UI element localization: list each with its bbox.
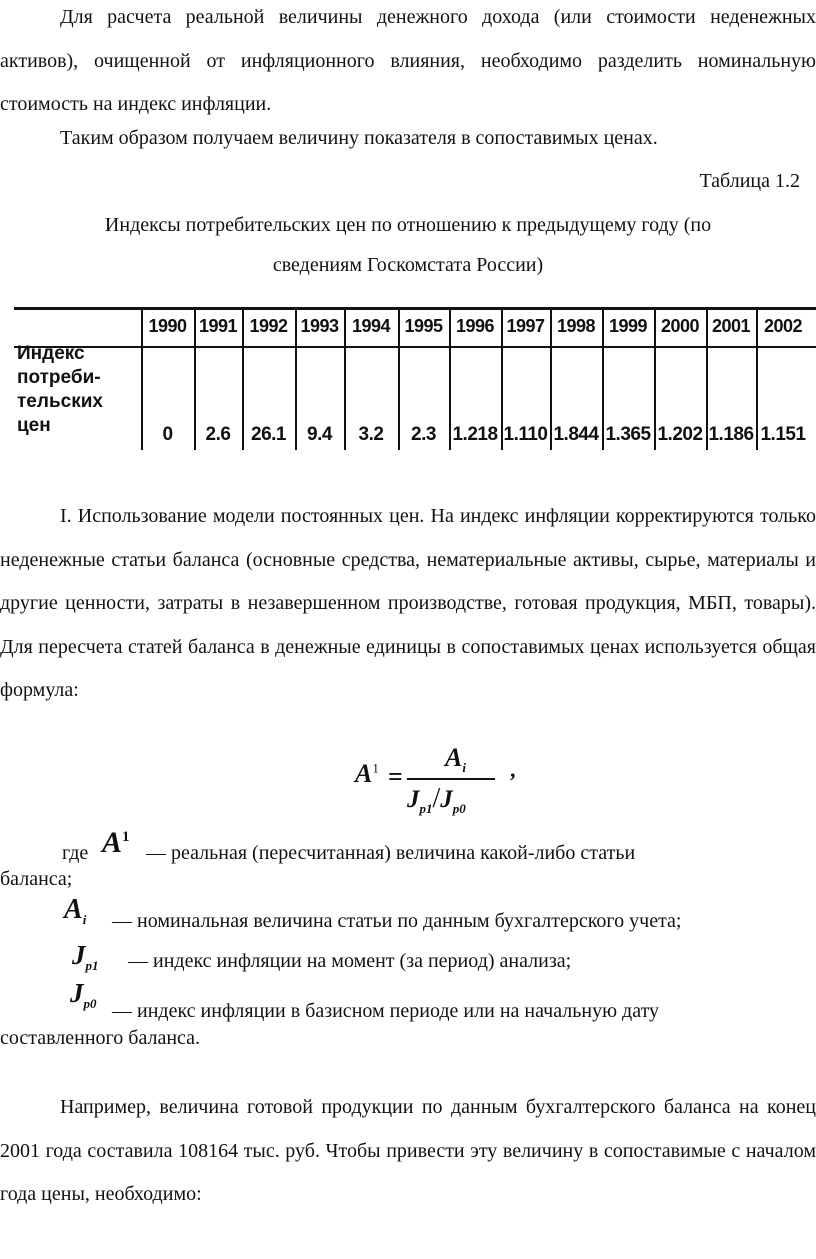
table-value-cell: 1.151 (760, 424, 806, 445)
table-year-header: 2001 (711, 316, 751, 336)
table-column-divider (141, 310, 143, 450)
table-column-divider (602, 310, 604, 450)
table-year-header: 1996 (455, 316, 495, 336)
table-year-header: 1991 (198, 316, 238, 336)
table-column-divider (344, 310, 346, 450)
table-year-header: 1994 (351, 316, 391, 336)
legend-item-4: — индекс инфляции в базисном периоде или на начальную дату (112, 1000, 660, 1022)
table-caption-line-1: Индексы потребительских цен по отношению к предыдущему году (по (104, 214, 712, 236)
table-value-cell: 1.202 (657, 424, 703, 445)
table-column-divider (756, 310, 758, 450)
symbol-jp1: $J_{p1}$ (72, 940, 99, 973)
table-year-header: 2000 (660, 316, 700, 336)
table-value-cell: 3.2 (358, 424, 384, 445)
legend-item-3: — индекс инфляции на момент (за период) анализа; (128, 950, 572, 972)
table-column-divider (706, 310, 708, 450)
table-year-header: 1992 (249, 316, 288, 336)
legend-item-2: — номинальная величина статьи по данным бухгалтерского учета; (112, 910, 682, 932)
formula-comma: , (510, 757, 516, 782)
table-column-divider (449, 310, 451, 450)
table-value-cell: 1.186 (708, 424, 754, 445)
table-value-cell: 1.218 (452, 424, 498, 445)
table-year-header: 1990 (148, 316, 187, 336)
table-value-cell: 0 (162, 424, 173, 445)
legend-item-1: — реальная (пересчитанная) величина какой-либо статьи (146, 842, 636, 864)
table-top-rule (14, 307, 816, 310)
table-value-cell: 1.365 (605, 424, 651, 445)
formula-denominator: $J_{p1}/J_{p0}$ (407, 783, 466, 816)
formula (355, 745, 545, 815)
legend-item-4-cont: составленного баланса. (0, 1027, 201, 1049)
section-paragraph: I. Использование модели постоянных цен. На индекс инфляции корректируются только неденежные статьи баланса (основные средства, нематериальные активы, сырье, материалы и другие ценности, затраты в незавершенном производстве, готовая продукция, МБП, товары). Для пересчета статей баланса в денежные единицы в сопоставимых ценах используется общая формула: (0, 505, 816, 701)
legend-where: где (62, 842, 89, 864)
cpi-table (0, 300, 816, 460)
table-value-cell: 1.110 (503, 424, 548, 445)
table-column-divider (194, 310, 196, 450)
table-value-cell: 9.4 (307, 424, 332, 445)
fraction-bar (407, 778, 495, 780)
table-year-header: 1997 (506, 316, 545, 336)
symbol-jp0: $J_{p0}$ (70, 978, 97, 1011)
table-value-cell: 1.844 (553, 424, 599, 445)
table-value-cell: 26.1 (251, 424, 286, 445)
table-column-divider (550, 310, 552, 450)
formula-numerator: $A_i$ (445, 743, 466, 775)
table-label: Таблица 1.2 (699, 170, 800, 192)
table-column-divider (242, 310, 244, 450)
intro-paragraph-1: Для расчета реальной величины денежного дохода (или стоимости неденежных активов), очищенной от инфляционного влияния, необходимо разделить номинальную стоимость на индекс инфляции. (0, 6, 816, 115)
table-value-cell: 2.6 (205, 424, 231, 445)
table-value-cell: 2.3 (411, 424, 436, 445)
table-year-header: 1999 (608, 316, 648, 336)
table-column-divider (501, 310, 503, 450)
table-column-divider (295, 310, 297, 450)
symbol-a1: $A^1$ (102, 826, 130, 859)
table-header-rule (14, 346, 816, 348)
table-year-header: 2002 (763, 316, 803, 336)
table-row-label: Индекс потреби- тельских цен (17, 343, 103, 436)
table-year-header: 1998 (556, 316, 596, 336)
formula-lhs: $A^1$ (355, 759, 379, 788)
table-caption-line-2: сведениям Госкомстата России) (272, 254, 544, 276)
table-year-header: 1993 (300, 316, 339, 336)
table-year-header: 1995 (404, 316, 443, 336)
table-column-divider (654, 310, 656, 450)
legend-item-1-cont: баланса; (0, 868, 73, 890)
symbol-ai: $A_i$ (64, 894, 87, 927)
example-paragraph: Например, величина готовой продукции по данным бухгалтерского баланса на конец 2001 года составила 108164 тыс. руб. Чтобы привести эту величину в сопоставимые с началом года цены, необходимо: (0, 1096, 816, 1205)
intro-paragraph-2: Таким образом получаем величину показателя в сопоставимых ценах. (60, 127, 658, 149)
formula-equals: = (388, 762, 403, 791)
table-column-divider (398, 310, 400, 450)
